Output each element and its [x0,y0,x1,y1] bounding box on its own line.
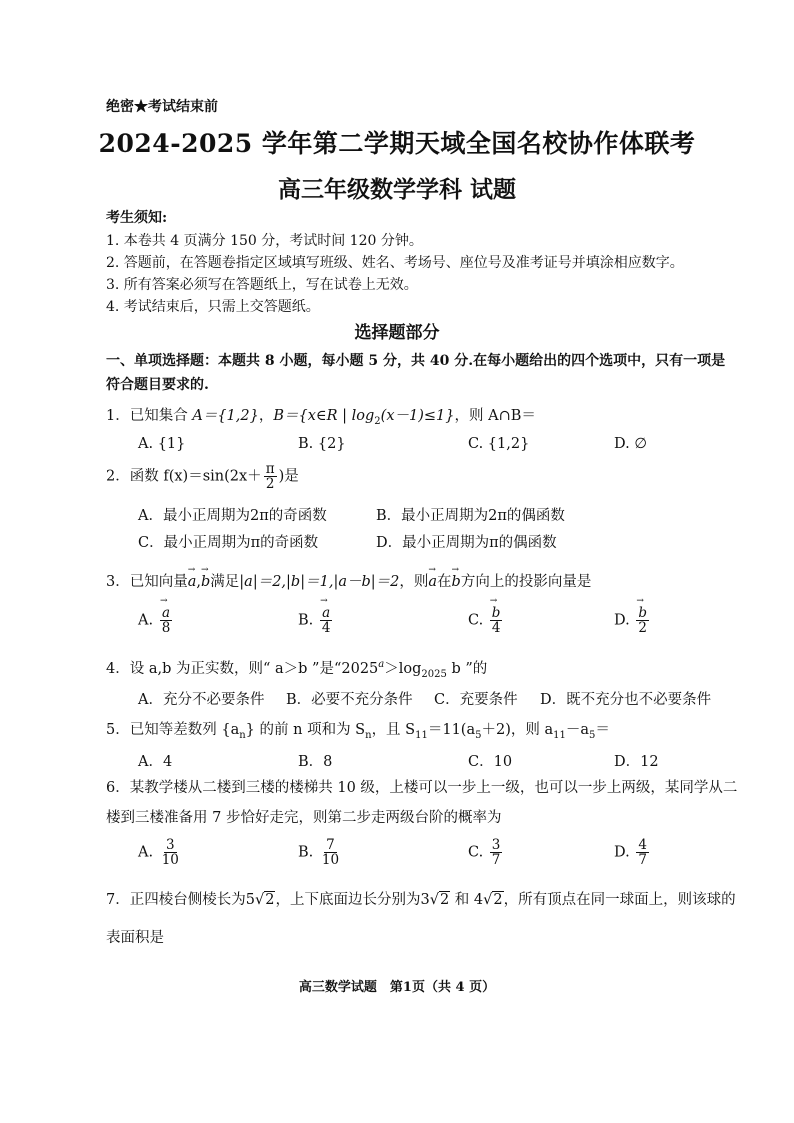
q1-option-b: B. {2} [298,436,346,452]
question-text: 在 [437,574,452,590]
question-text: 已知向量 [129,574,188,590]
fraction-numerator: 3 [491,837,501,853]
question-text: b ”的 [446,661,488,677]
fraction [636,838,649,867]
question-6-cont: 楼到三楼准备用 7 步恰好走完，则第二步走两级台阶的概率为 [106,810,502,826]
question-text: ＞log [384,661,422,677]
fraction-denominator: 8 [161,620,171,637]
notice-item: 1. 本卷共 4 页满分 150 分，考试时间 120 分钟。 [106,233,423,249]
question-text: 设 a,b 为正实数，则“ a＞b ”是“2025 [129,661,379,677]
q1-option-c: C. {1,2} [468,436,530,452]
radical: 5√2 [245,892,275,908]
vector-b: → b [201,574,210,590]
question-text: 正四棱台侧棱长为 [129,892,246,908]
set-b-end: (x－1)≤1} [380,408,455,424]
question-2 [106,462,299,491]
fraction [320,838,341,867]
q6-option-d [614,838,651,867]
subscript: n [239,729,246,741]
question-text: －a [565,722,590,738]
radicand: 2 [265,892,275,908]
question-text: } 的前 n 项和为 S [245,722,366,738]
part-one-instructions-cont: 符合题目要求的. [106,377,209,393]
radical: 3√2 [420,892,450,908]
q4-option-d: D．既不充分也不必要条件 [540,692,712,708]
fraction-numerator: → a [160,606,172,621]
q3-option-a [138,606,174,635]
fraction-numerator: 4 [638,837,647,853]
q6-option-a [138,838,183,867]
q4-option-b: B．必要不充分条件 [286,692,413,708]
question-text: 某教学楼从二楼到三楼的楼梯共 10 级，上楼可以一步上一级，也可以一步上两级，某同学从二 [129,780,738,796]
question-1 [106,404,536,427]
set-b: B＝{x∈R | log [273,408,375,424]
question-7-cont: 表面积是 [106,930,164,946]
question-text: 已知集合 [129,408,193,424]
log-base: 2025 [421,668,447,680]
option-label: B. [298,612,314,629]
fraction-denominator: 2 [638,620,647,637]
subscript: 5 [589,729,596,741]
confidential-label: 绝密★考试结束前 [106,99,218,115]
part-one-instructions: 一、单项选择题：本题共 8 小题，每小题 5 分，共 40 分.在每小题给出的四个选项中，只有一项是 [106,353,726,369]
vector-b: → b [452,574,461,590]
fraction-denominator: 4 [321,620,331,637]
question-text: ，则 A∩B＝ [454,408,536,424]
coefficient: 5 [245,892,255,908]
q3-option-d [614,606,651,635]
log-base: 2 [374,415,381,427]
question-3 [106,570,591,591]
radical: 4√2 [473,892,503,908]
q6-option-c [468,838,504,867]
option-label: C. [468,844,484,861]
q5-option-d: D．12 [614,754,659,770]
condition: |a－b|＝2 [333,574,400,590]
fraction [490,606,503,635]
question-7 [106,888,736,909]
set-a: A＝{1,2} [192,408,259,424]
fraction-denominator: 10 [321,852,340,869]
q2-option-d: D．最小正周期为π的偶函数 [376,535,557,551]
question-text: ＝11(a [427,722,476,738]
question-text: ，则 [399,574,429,590]
question-number: 5． [106,722,130,738]
fraction [320,606,333,635]
option-label: A. [138,844,154,861]
coefficient: 3 [420,892,430,908]
q5-option-a: A．4 [138,754,173,770]
fraction-numerator: 3 [166,837,175,853]
condition: |b|＝1, [286,574,334,590]
exam-subtitle: 高三年级数学学科 试题 [277,176,516,203]
question-number: 2． [106,468,130,485]
question-text: ， [258,408,274,424]
question-text: 函数 f(x)＝sin(2x＋ [129,468,262,485]
question-number: 3． [106,574,130,590]
q2-option-a: A．最小正周期为2π的奇函数 [138,508,327,524]
q6-option-b [298,838,343,867]
question-text: ＝ [595,722,610,738]
option-label: A. [138,612,154,629]
option-label: D. [614,844,630,861]
fraction-denominator: 4 [491,620,501,637]
fraction [160,606,173,635]
question-number: 6． [106,780,130,796]
option-label: D. [614,612,630,629]
subscript: 11 [553,729,566,741]
q1-option-a: A. {1} [138,436,186,452]
q5-option-b: B．8 [298,754,333,770]
question-text: 和 [450,892,474,908]
option-label: C. [468,612,484,629]
question-text: ＋2)，则 a [481,722,554,738]
question-5 [106,718,610,741]
radicand: 2 [439,892,450,908]
radicand: 2 [493,892,503,908]
q2-option-c: C．最小正周期为π的奇函数 [138,535,319,551]
notice-heading: 考生须知: [106,210,168,226]
fraction-numerator: π [265,461,275,477]
fraction-denominator: 7 [491,852,501,869]
q4-option-c: C．充要条件 [434,692,518,708]
question-number: 1． [106,408,130,424]
q2-option-b: B．最小正周期为2π的偶函数 [376,508,565,524]
fraction-numerator: → b [490,606,503,621]
exam-title: 2024-2025 学年第二学期天域全国名校协作体联考 [98,129,696,158]
fraction [264,462,277,491]
subscript: 11 [415,729,428,741]
q3-option-b [298,606,334,635]
fraction-denominator: 7 [638,852,647,869]
question-text: 已知等差数列 {a [129,722,240,738]
q4-option-a: A．充分不必要条件 [138,692,265,708]
fraction [636,606,649,635]
notice-item: 3. 所有答案必须写在答题纸上，写在试卷上无效。 [106,277,418,293]
exponent: a [378,659,385,671]
question-number: 4． [106,661,130,677]
fraction-denominator: 2 [265,476,275,493]
question-4 [106,657,487,680]
subscript: 5 [475,729,482,741]
separator: , [196,574,201,590]
condition: |a|＝2, [239,574,287,590]
subscript: n [365,729,372,741]
coefficient: 4 [473,892,484,908]
q1-option-d: D. ∅ [614,436,647,452]
question-text: ，且 S [371,722,416,738]
notice-item: 2. 答题前，在答题卷指定区域填写班级、姓名、考场号、座位号及准考证号并填涂相应数字。 [106,255,684,271]
fraction-numerator: → b [636,606,649,621]
question-text: ，上下底面边长分别为 [275,892,421,908]
fraction-denominator: 10 [161,852,179,869]
vector-a: → a [428,574,437,590]
question-text: 方向上的投影向量是 [460,574,592,590]
option-label: B. [298,844,314,861]
notice-item: 4. 考试结束后，只需上交答题纸。 [106,299,320,315]
q3-option-c [468,606,504,635]
page-footer: 高三数学试题 第1页（共 4 页） [298,980,496,995]
section-title: 选择题部分 [354,323,440,343]
question-text: )是 [278,468,299,485]
question-text: 满足 [210,574,240,590]
fraction-numerator: → a [320,606,332,621]
q5-option-c: C．10 [468,754,513,770]
question-6 [106,776,737,797]
fraction-numerator: 7 [326,837,335,853]
fraction [160,838,181,867]
question-number: 7． [106,892,130,908]
question-text: ，所有顶点在同一球面上，则该球的 [503,892,736,908]
vector-a: → a [188,574,197,590]
fraction [490,838,503,867]
